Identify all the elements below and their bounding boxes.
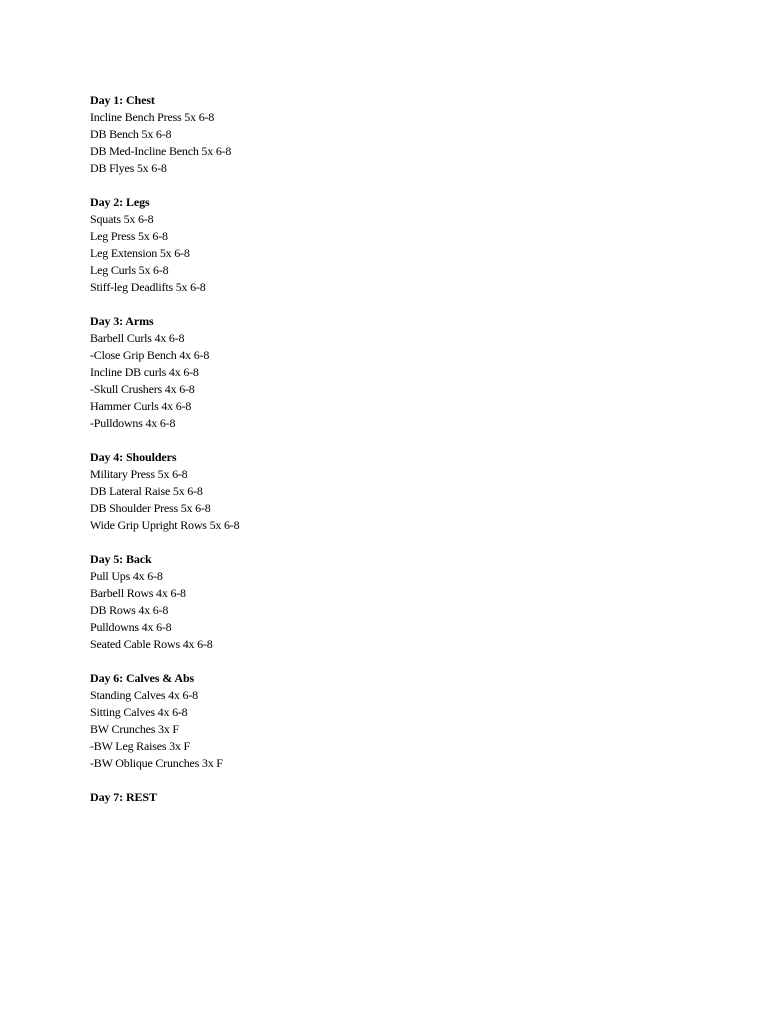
- exercise-line: -Skull Crushers 4x 6-8: [90, 382, 195, 396]
- exercise-line: Leg Extension 5x 6-8: [90, 246, 190, 260]
- exercise-line: Incline Bench Press 5x 6-8: [90, 110, 215, 124]
- exercise-line: -Close Grip Bench 4x 6-8: [90, 348, 210, 362]
- exercise-line: Seated Cable Rows 4x 6-8: [90, 637, 213, 651]
- exercise-line: DB Med-Incline Bench 5x 6-8: [90, 144, 232, 158]
- exercise-line: Military Press 5x 6-8: [90, 467, 188, 481]
- exercise-line: Pull Ups 4x 6-8: [90, 569, 163, 583]
- day-section: [90, 92, 730, 177]
- exercise-line: DB Rows 4x 6-8: [90, 603, 169, 617]
- day-heading: Day 6: Calves & Abs: [90, 671, 195, 685]
- day-heading: Day 2: Legs: [90, 195, 150, 209]
- exercise-line: Leg Press 5x 6-8: [90, 229, 168, 243]
- exercise-line: Barbell Rows 4x 6-8: [90, 586, 186, 600]
- exercise-line: Pulldowns 4x 6-8: [90, 620, 172, 634]
- exercise-line: -Pulldowns 4x 6-8: [90, 416, 176, 430]
- exercise-line: DB Flyes 5x 6-8: [90, 161, 167, 175]
- day-section: [90, 789, 730, 806]
- exercise-line: BW Crunches 3x F: [90, 722, 179, 736]
- exercise-line: Sitting Calves 4x 6-8: [90, 705, 188, 719]
- exercise-line: Hammer Curls 4x 6-8: [90, 399, 192, 413]
- day-section: [90, 670, 730, 772]
- day-section: [90, 551, 730, 653]
- exercise-line: Stiff-leg Deadlifts 5x 6-8: [90, 280, 206, 294]
- exercise-line: Incline DB curls 4x 6-8: [90, 365, 199, 379]
- document-page: [90, 92, 730, 823]
- exercise-line: -BW Oblique Crunches 3x F: [90, 756, 223, 770]
- day-section: [90, 449, 730, 534]
- exercise-line: DB Lateral Raise 5x 6-8: [90, 484, 203, 498]
- exercise-line: DB Bench 5x 6-8: [90, 127, 172, 141]
- day-heading: Day 5: Back: [90, 552, 152, 566]
- exercise-line: Squats 5x 6-8: [90, 212, 154, 226]
- exercise-line: Leg Curls 5x 6-8: [90, 263, 169, 277]
- day-heading: Day 1: Chest: [90, 93, 155, 107]
- exercise-line: -BW Leg Raises 3x F: [90, 739, 190, 753]
- exercise-line: Barbell Curls 4x 6-8: [90, 331, 185, 345]
- exercise-line: Wide Grip Upright Rows 5x 6-8: [90, 518, 240, 532]
- exercise-line: Standing Calves 4x 6-8: [90, 688, 198, 702]
- exercise-line: DB Shoulder Press 5x 6-8: [90, 501, 211, 515]
- day-heading: Day 7: REST: [90, 790, 157, 804]
- day-heading: Day 3: Arms: [90, 314, 154, 328]
- day-section: [90, 194, 730, 296]
- day-section: [90, 313, 730, 432]
- day-heading: Day 4: Shoulders: [90, 450, 177, 464]
